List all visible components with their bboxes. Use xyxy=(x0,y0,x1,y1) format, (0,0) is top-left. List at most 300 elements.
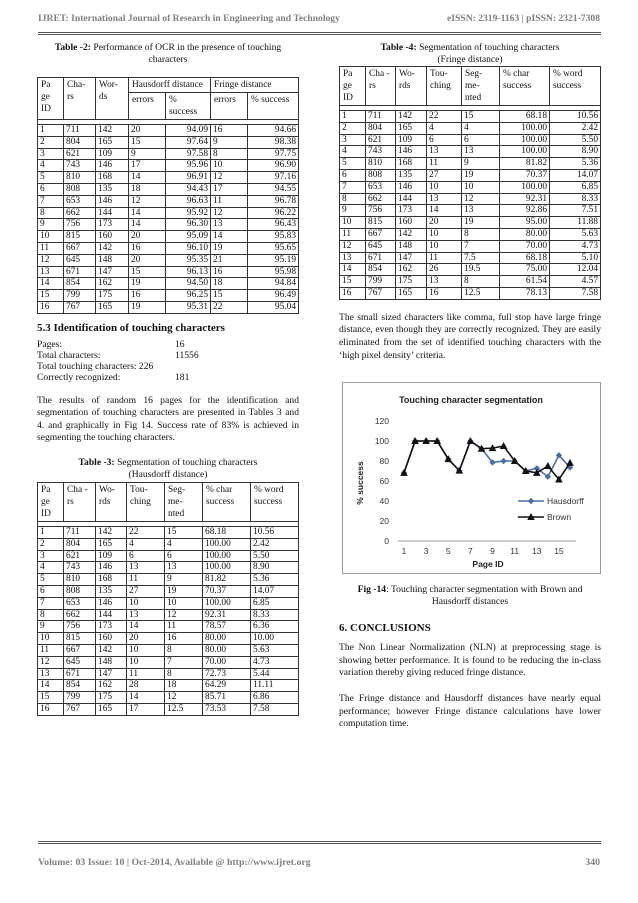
table3-body xyxy=(38,526,299,715)
table-cell: 6 xyxy=(340,169,366,181)
table-cell: 165 xyxy=(96,136,129,148)
x-tick-label: 11 xyxy=(510,546,520,557)
x-tick-label: 5 xyxy=(445,546,451,557)
table-cell: 97.58 xyxy=(166,148,211,160)
table-cell: 671 xyxy=(64,668,96,680)
table-cell: 16 xyxy=(38,703,64,715)
stat-value: 181 xyxy=(175,372,190,384)
column-header: Tou- ching xyxy=(127,482,165,521)
table-cell: 10 xyxy=(38,633,64,645)
table-cell: 11 xyxy=(127,668,165,680)
table-cell: 810 xyxy=(64,172,96,184)
table-cell: 662 xyxy=(64,207,96,219)
table-cell: 3 xyxy=(38,550,64,562)
table-cell: 75.00 xyxy=(500,264,550,276)
table-cell: 12 xyxy=(38,656,64,668)
table-cell: 767 xyxy=(64,301,96,313)
table-row xyxy=(38,242,299,254)
table-cell: 168 xyxy=(396,158,427,170)
data-point-brown xyxy=(500,442,508,449)
table-cell: 15 xyxy=(38,290,64,302)
table-cell: 16 xyxy=(427,287,462,299)
table-cell: 804 xyxy=(64,538,96,550)
table-cell: 8 xyxy=(38,207,64,219)
table-cell: 667 xyxy=(64,644,96,656)
table-cell: 19.5 xyxy=(462,264,500,276)
table-cell: 743 xyxy=(64,160,96,172)
y-tick-label: 100 xyxy=(374,436,389,447)
table-cell: 13 xyxy=(462,205,500,217)
x-tick-label: 9 xyxy=(490,546,495,557)
table-cell: 142 xyxy=(96,242,129,254)
table-cell: 14 xyxy=(211,231,248,243)
table-cell: 100.00 xyxy=(203,597,251,609)
table-cell: 7 xyxy=(462,240,500,252)
section-5-3-title: 5.3 Identification of touching characters xyxy=(37,321,225,334)
data-point-hausdorff xyxy=(500,458,506,464)
section-5-3-paragraph: The results of random 16 pages for the identification and segmentation of touching characters are presented in Tables 3 and 4. and graphically in Fig 14. Success rate of 83% is achieved in segmenting the touching characters. xyxy=(37,394,299,444)
table-cell: 15 xyxy=(38,692,64,704)
table-cell: 146 xyxy=(396,181,427,193)
table-cell: 4 xyxy=(427,122,462,134)
table-cell: 12.5 xyxy=(462,287,500,299)
table-cell: 80.00 xyxy=(203,633,251,645)
table-cell: 9 xyxy=(165,574,203,586)
table-cell: 10.56 xyxy=(251,526,299,538)
table-cell: 144 xyxy=(96,609,127,621)
table-cell: 5.10 xyxy=(550,252,601,264)
table-row xyxy=(340,134,601,146)
table-cell: 61.54 xyxy=(500,276,550,288)
x-tick-label: 3 xyxy=(423,546,429,557)
table-cell: 4.57 xyxy=(550,276,601,288)
table-cell: 168 xyxy=(96,574,127,586)
table-cell: 8 xyxy=(462,228,500,240)
table-cell: 804 xyxy=(64,136,96,148)
table-cell: 13 xyxy=(127,562,165,574)
table-cell: 18 xyxy=(211,278,248,290)
table-cell: 165 xyxy=(96,301,129,313)
legend-label: Brown xyxy=(547,512,572,523)
table-cell: 146 xyxy=(96,195,129,207)
table-cell: 6.86 xyxy=(251,692,299,704)
table-cell: 14 xyxy=(427,205,462,217)
table-cell: 5 xyxy=(38,574,64,586)
table-cell: 804 xyxy=(366,122,396,134)
table-cell: 3 xyxy=(340,134,366,146)
table-cell: 9 xyxy=(38,621,64,633)
table-cell: 168 xyxy=(96,172,129,184)
table-cell: 8 xyxy=(340,193,366,205)
table-cell: 667 xyxy=(64,242,96,254)
footer-rule xyxy=(38,841,601,844)
table-cell: 10 xyxy=(127,597,165,609)
table-cell: 14 xyxy=(340,264,366,276)
table-cell: 94.84 xyxy=(248,278,299,290)
table-cell: 96.30 xyxy=(166,219,211,231)
table-cell: 19 xyxy=(462,217,500,229)
stat-label: Correctly recognized: xyxy=(37,372,121,384)
table-cell: 653 xyxy=(366,181,396,193)
table2-caption: Table -2: Performance of OCR in the presence of touching characters xyxy=(54,42,282,65)
table-cell: 10 xyxy=(165,597,203,609)
table-cell: 20 xyxy=(127,633,165,645)
table-cell: 14.07 xyxy=(251,585,299,597)
column-header: Cha -rs xyxy=(64,482,96,521)
table-cell: 109 xyxy=(96,148,129,160)
table-cell: 20 xyxy=(427,217,462,229)
table-cell: 100.00 xyxy=(203,538,251,550)
table-cell: 12 xyxy=(462,193,500,205)
table-row xyxy=(38,160,299,172)
table-cell: 6 xyxy=(427,134,462,146)
table-cell: 7.58 xyxy=(550,287,601,299)
table-cell: 8.90 xyxy=(251,562,299,574)
table-cell: 96.43 xyxy=(248,219,299,231)
table-cell: 4 xyxy=(340,146,366,158)
left-column xyxy=(37,40,299,716)
table-row xyxy=(38,125,299,137)
journal-title: IJRET: International Journal of Research in Engineering and Technology xyxy=(38,13,340,24)
table-cell: 96.78 xyxy=(248,195,299,207)
table-row xyxy=(340,228,601,240)
table-cell: 135 xyxy=(96,183,129,195)
table-cell: 12.04 xyxy=(550,264,601,276)
table-cell: 17 xyxy=(129,160,166,172)
table-cell: 160 xyxy=(96,231,129,243)
table-cell: 135 xyxy=(396,169,427,181)
table-cell: 142 xyxy=(96,125,129,137)
table-row xyxy=(340,111,601,123)
table-cell: 621 xyxy=(366,134,396,146)
table-row xyxy=(38,680,299,692)
conclusion-paragraph-2: The Fringe distance and Hausdorff distances have nearly equal performance; however Fringe distance calculations have lower computation time. xyxy=(339,692,601,730)
table-cell: 100.00 xyxy=(203,550,251,562)
table-cell: 95.98 xyxy=(248,266,299,278)
table-cell: 14 xyxy=(129,219,166,231)
table-cell: 78.57 xyxy=(203,621,251,633)
table-cell: 146 xyxy=(96,562,127,574)
table-cell: 97.64 xyxy=(166,136,211,148)
table-row xyxy=(38,278,299,290)
col-f-errors: errors xyxy=(211,93,248,120)
col-f-success: % success xyxy=(248,93,299,120)
table-cell: 1 xyxy=(38,526,64,538)
x-tick-label: 1 xyxy=(401,546,407,557)
table-cell: 100.00 xyxy=(500,146,550,158)
table-cell: 16 xyxy=(129,290,166,302)
table-cell: 5.36 xyxy=(550,158,601,170)
table-cell: 175 xyxy=(396,276,427,288)
table-row xyxy=(38,633,299,645)
table-cell: 4.73 xyxy=(550,240,601,252)
table-cell: 756 xyxy=(64,219,96,231)
y-tick-label: 60 xyxy=(379,476,389,487)
table-cell: 10 xyxy=(340,217,366,229)
table-cell: 147 xyxy=(396,252,427,264)
table-cell: 20 xyxy=(129,125,166,137)
table-cell: 96.10 xyxy=(166,242,211,254)
table-cell: 160 xyxy=(396,217,427,229)
table-cell: 810 xyxy=(366,158,396,170)
table-cell: 13 xyxy=(211,219,248,231)
table-cell: 68.18 xyxy=(203,526,251,538)
table-cell: 854 xyxy=(366,264,396,276)
table-row xyxy=(38,574,299,586)
table-cell: 645 xyxy=(64,656,96,668)
table-cell: 15 xyxy=(165,526,203,538)
table-cell: 645 xyxy=(366,240,396,252)
stat-label: Total characters: xyxy=(37,349,101,361)
stat-item xyxy=(37,350,299,361)
table-cell: 8.33 xyxy=(550,193,601,205)
fringe-paragraph: The small sized characters like comma, full stop have large fringe distance, even though they are correctly recognized. They are easily eliminated from the set of identified touching characters with the ‘high pixel density’ criteria. xyxy=(339,311,601,361)
table-cell: 11 xyxy=(211,195,248,207)
table-cell: 12 xyxy=(211,172,248,184)
table-row xyxy=(340,181,601,193)
table-cell: 799 xyxy=(64,290,96,302)
table-row xyxy=(38,136,299,148)
table2 xyxy=(37,77,299,314)
table-cell: 10.56 xyxy=(550,111,601,123)
stat-label: Total touching characters: xyxy=(37,361,137,373)
table-cell: 95.83 xyxy=(248,231,299,243)
table-cell: 13 xyxy=(340,252,366,264)
table-cell: 16 xyxy=(129,242,166,254)
table-cell: 19 xyxy=(165,585,203,597)
table-row xyxy=(340,276,601,288)
table-cell: 94.43 xyxy=(166,183,211,195)
table-cell: 68.18 xyxy=(500,252,550,264)
table-cell: 16 xyxy=(211,125,248,137)
table-cell: 5.63 xyxy=(550,228,601,240)
table-cell: 15 xyxy=(211,290,248,302)
table-cell: 12 xyxy=(211,207,248,219)
table-row xyxy=(38,550,299,562)
table-row xyxy=(38,538,299,550)
table-cell: 10 xyxy=(427,240,462,252)
table-cell: 97.16 xyxy=(248,172,299,184)
table-cell: 73.53 xyxy=(203,703,251,715)
table-cell: 26 xyxy=(427,264,462,276)
table-row xyxy=(340,193,601,205)
table-cell: 10 xyxy=(462,181,500,193)
col-h-errors: errors xyxy=(129,93,166,120)
table-cell: 11 xyxy=(427,252,462,264)
table-cell: 6 xyxy=(38,183,64,195)
data-point-brown xyxy=(544,462,552,469)
table-cell: 109 xyxy=(396,134,427,146)
table-cell: 14 xyxy=(38,680,64,692)
table-cell: 6 xyxy=(38,585,64,597)
table-row xyxy=(38,148,299,160)
table-cell: 146 xyxy=(96,597,127,609)
table-cell: 70.00 xyxy=(203,656,251,668)
table-cell: 815 xyxy=(64,633,96,645)
column-header: Seg- me- nted xyxy=(462,67,500,106)
table-cell: 94.50 xyxy=(166,278,211,290)
table-cell: 78.13 xyxy=(500,287,550,299)
y-tick-label: 40 xyxy=(379,496,389,507)
table-cell: 4.73 xyxy=(251,656,299,668)
table-cell: 7 xyxy=(165,656,203,668)
table-cell: 6 xyxy=(165,550,203,562)
table-cell: 18 xyxy=(129,183,166,195)
table-cell: 6 xyxy=(462,134,500,146)
table-cell: 165 xyxy=(96,538,127,550)
table-row xyxy=(340,217,601,229)
y-axis-label: % success xyxy=(355,461,365,505)
legend-marker xyxy=(528,498,534,504)
table-cell: 4 xyxy=(165,538,203,550)
table-cell: 13 xyxy=(427,146,462,158)
table-cell: 6.85 xyxy=(550,181,601,193)
conclusion-paragraph-1: The Non Linear Normalization (NLN) at preprocessing stage is showing better performance. It is found to be reducing the in-class variation thereby giving reduced fringe distance. xyxy=(339,642,601,679)
table-cell: 148 xyxy=(96,254,129,266)
table-cell: 12 xyxy=(340,240,366,252)
table-cell: 11.88 xyxy=(550,217,601,229)
table-cell: 96.13 xyxy=(166,266,211,278)
header-rule xyxy=(38,32,601,35)
table-cell: 671 xyxy=(366,252,396,264)
table-cell: 15 xyxy=(129,136,166,148)
column-header: Pa ge ID xyxy=(340,67,366,106)
table-cell: 142 xyxy=(396,111,427,123)
table-cell: 98.38 xyxy=(248,136,299,148)
table-cell: 7 xyxy=(38,195,64,207)
table-cell: 4 xyxy=(38,562,64,574)
table-row xyxy=(38,585,299,597)
table3-caption: Table -3: Segmentation of touching characters (Hausdorff distance) xyxy=(78,456,258,480)
stat-value: 226 xyxy=(138,361,154,373)
y-tick-label: 120 xyxy=(374,416,389,427)
table-cell: 10 xyxy=(211,160,248,172)
table-cell: 19 xyxy=(129,278,166,290)
table-cell: 10 xyxy=(427,228,462,240)
table-cell: 10 xyxy=(38,231,64,243)
column-header: % char success xyxy=(500,67,550,106)
table-cell: 671 xyxy=(64,266,96,278)
table-cell: 72.73 xyxy=(203,668,251,680)
table-cell: 8 xyxy=(462,276,500,288)
x-tick-label: 7 xyxy=(468,546,473,557)
table-cell: 142 xyxy=(96,644,127,656)
table-cell: 12.5 xyxy=(165,703,203,715)
table-cell: 92.31 xyxy=(500,193,550,205)
table-cell: 13 xyxy=(427,276,462,288)
issn: eISSN: 2319-1163 | pISSN: 2321-7308 xyxy=(447,13,600,24)
table-cell: 5.50 xyxy=(251,550,299,562)
table-cell: 5 xyxy=(38,172,64,184)
table-cell: 16 xyxy=(165,633,203,645)
table-cell: 7.5 xyxy=(462,252,500,264)
table-cell: 645 xyxy=(64,254,96,266)
table-cell: 81.82 xyxy=(500,158,550,170)
table-cell: 135 xyxy=(96,585,127,597)
table-cell: 1 xyxy=(340,111,366,123)
table-row xyxy=(38,562,299,574)
column-header: Cha -rs xyxy=(366,67,396,106)
table-cell: 662 xyxy=(64,609,96,621)
col-fringe: Fringe distance xyxy=(211,78,299,93)
table-cell: 19 xyxy=(211,242,248,254)
table-cell: 22 xyxy=(127,526,165,538)
table-cell: 653 xyxy=(64,597,96,609)
table-cell: 854 xyxy=(64,680,96,692)
table-cell: 16 xyxy=(38,301,64,313)
table-cell: 85.71 xyxy=(203,692,251,704)
table-cell: 96.91 xyxy=(166,172,211,184)
table-cell: 743 xyxy=(64,562,96,574)
table-cell: 165 xyxy=(396,287,427,299)
table-cell: 16 xyxy=(211,266,248,278)
table-cell: 100.00 xyxy=(203,562,251,574)
table-row xyxy=(38,195,299,207)
table-cell: 17 xyxy=(211,183,248,195)
x-tick-label: 15 xyxy=(554,546,564,557)
table-cell: 11 xyxy=(38,242,64,254)
table-cell: 14.07 xyxy=(550,169,601,181)
x-axis-label: Page ID xyxy=(472,559,504,570)
table-row xyxy=(38,692,299,704)
table-row xyxy=(38,219,299,231)
chart-title: Touching character segmentation xyxy=(399,395,543,406)
table-cell: 28 xyxy=(127,680,165,692)
table-cell: 15 xyxy=(462,111,500,123)
table-row xyxy=(38,656,299,668)
table-cell: 7.51 xyxy=(550,205,601,217)
table-row xyxy=(38,231,299,243)
table4-caption: Table -4: Segmentation of touching characters (Fringe distance) xyxy=(380,42,560,65)
table-cell: 667 xyxy=(366,228,396,240)
table-cell: 81.82 xyxy=(203,574,251,586)
table-row xyxy=(38,301,299,313)
section-6-title: 6. CONCLUSIONS xyxy=(339,622,431,635)
table-cell: 175 xyxy=(96,290,129,302)
table-row xyxy=(340,264,601,276)
table4-body xyxy=(340,111,601,300)
stat-label: Pages: xyxy=(37,338,63,350)
table-row xyxy=(340,146,601,158)
table-cell: 6.36 xyxy=(251,621,299,633)
table-cell: 2 xyxy=(38,136,64,148)
table-cell: 94.09 xyxy=(166,125,211,137)
table-row xyxy=(340,240,601,252)
table-cell: 70.37 xyxy=(203,585,251,597)
table-row xyxy=(38,290,299,302)
table-cell: 5.50 xyxy=(550,134,601,146)
table-cell: 21 xyxy=(211,254,248,266)
table-cell: 22 xyxy=(211,301,248,313)
table-cell: 5.36 xyxy=(251,574,299,586)
column-header: % char success xyxy=(203,482,251,521)
table-cell: 96.25 xyxy=(166,290,211,302)
table-row xyxy=(38,597,299,609)
footer-volume: Volume: 03 Issue: 10 | Oct-2014, Available @ http://www.ijret.org xyxy=(38,857,311,868)
table-cell: 22 xyxy=(427,111,462,123)
table-cell: 13 xyxy=(427,193,462,205)
table-cell: 92.86 xyxy=(500,205,550,217)
table-cell: 95.31 xyxy=(166,301,211,313)
table-cell: 11.11 xyxy=(251,680,299,692)
table-cell: 95.35 xyxy=(166,254,211,266)
table-cell: 8 xyxy=(211,148,248,160)
table-cell: 100.00 xyxy=(500,181,550,193)
table-cell: 743 xyxy=(366,146,396,158)
figure-caption: Fig -14: Touching character segmentation with Brown and Hausdorff distances xyxy=(357,584,583,608)
table-row xyxy=(38,668,299,680)
table-cell: 4 xyxy=(127,538,165,550)
